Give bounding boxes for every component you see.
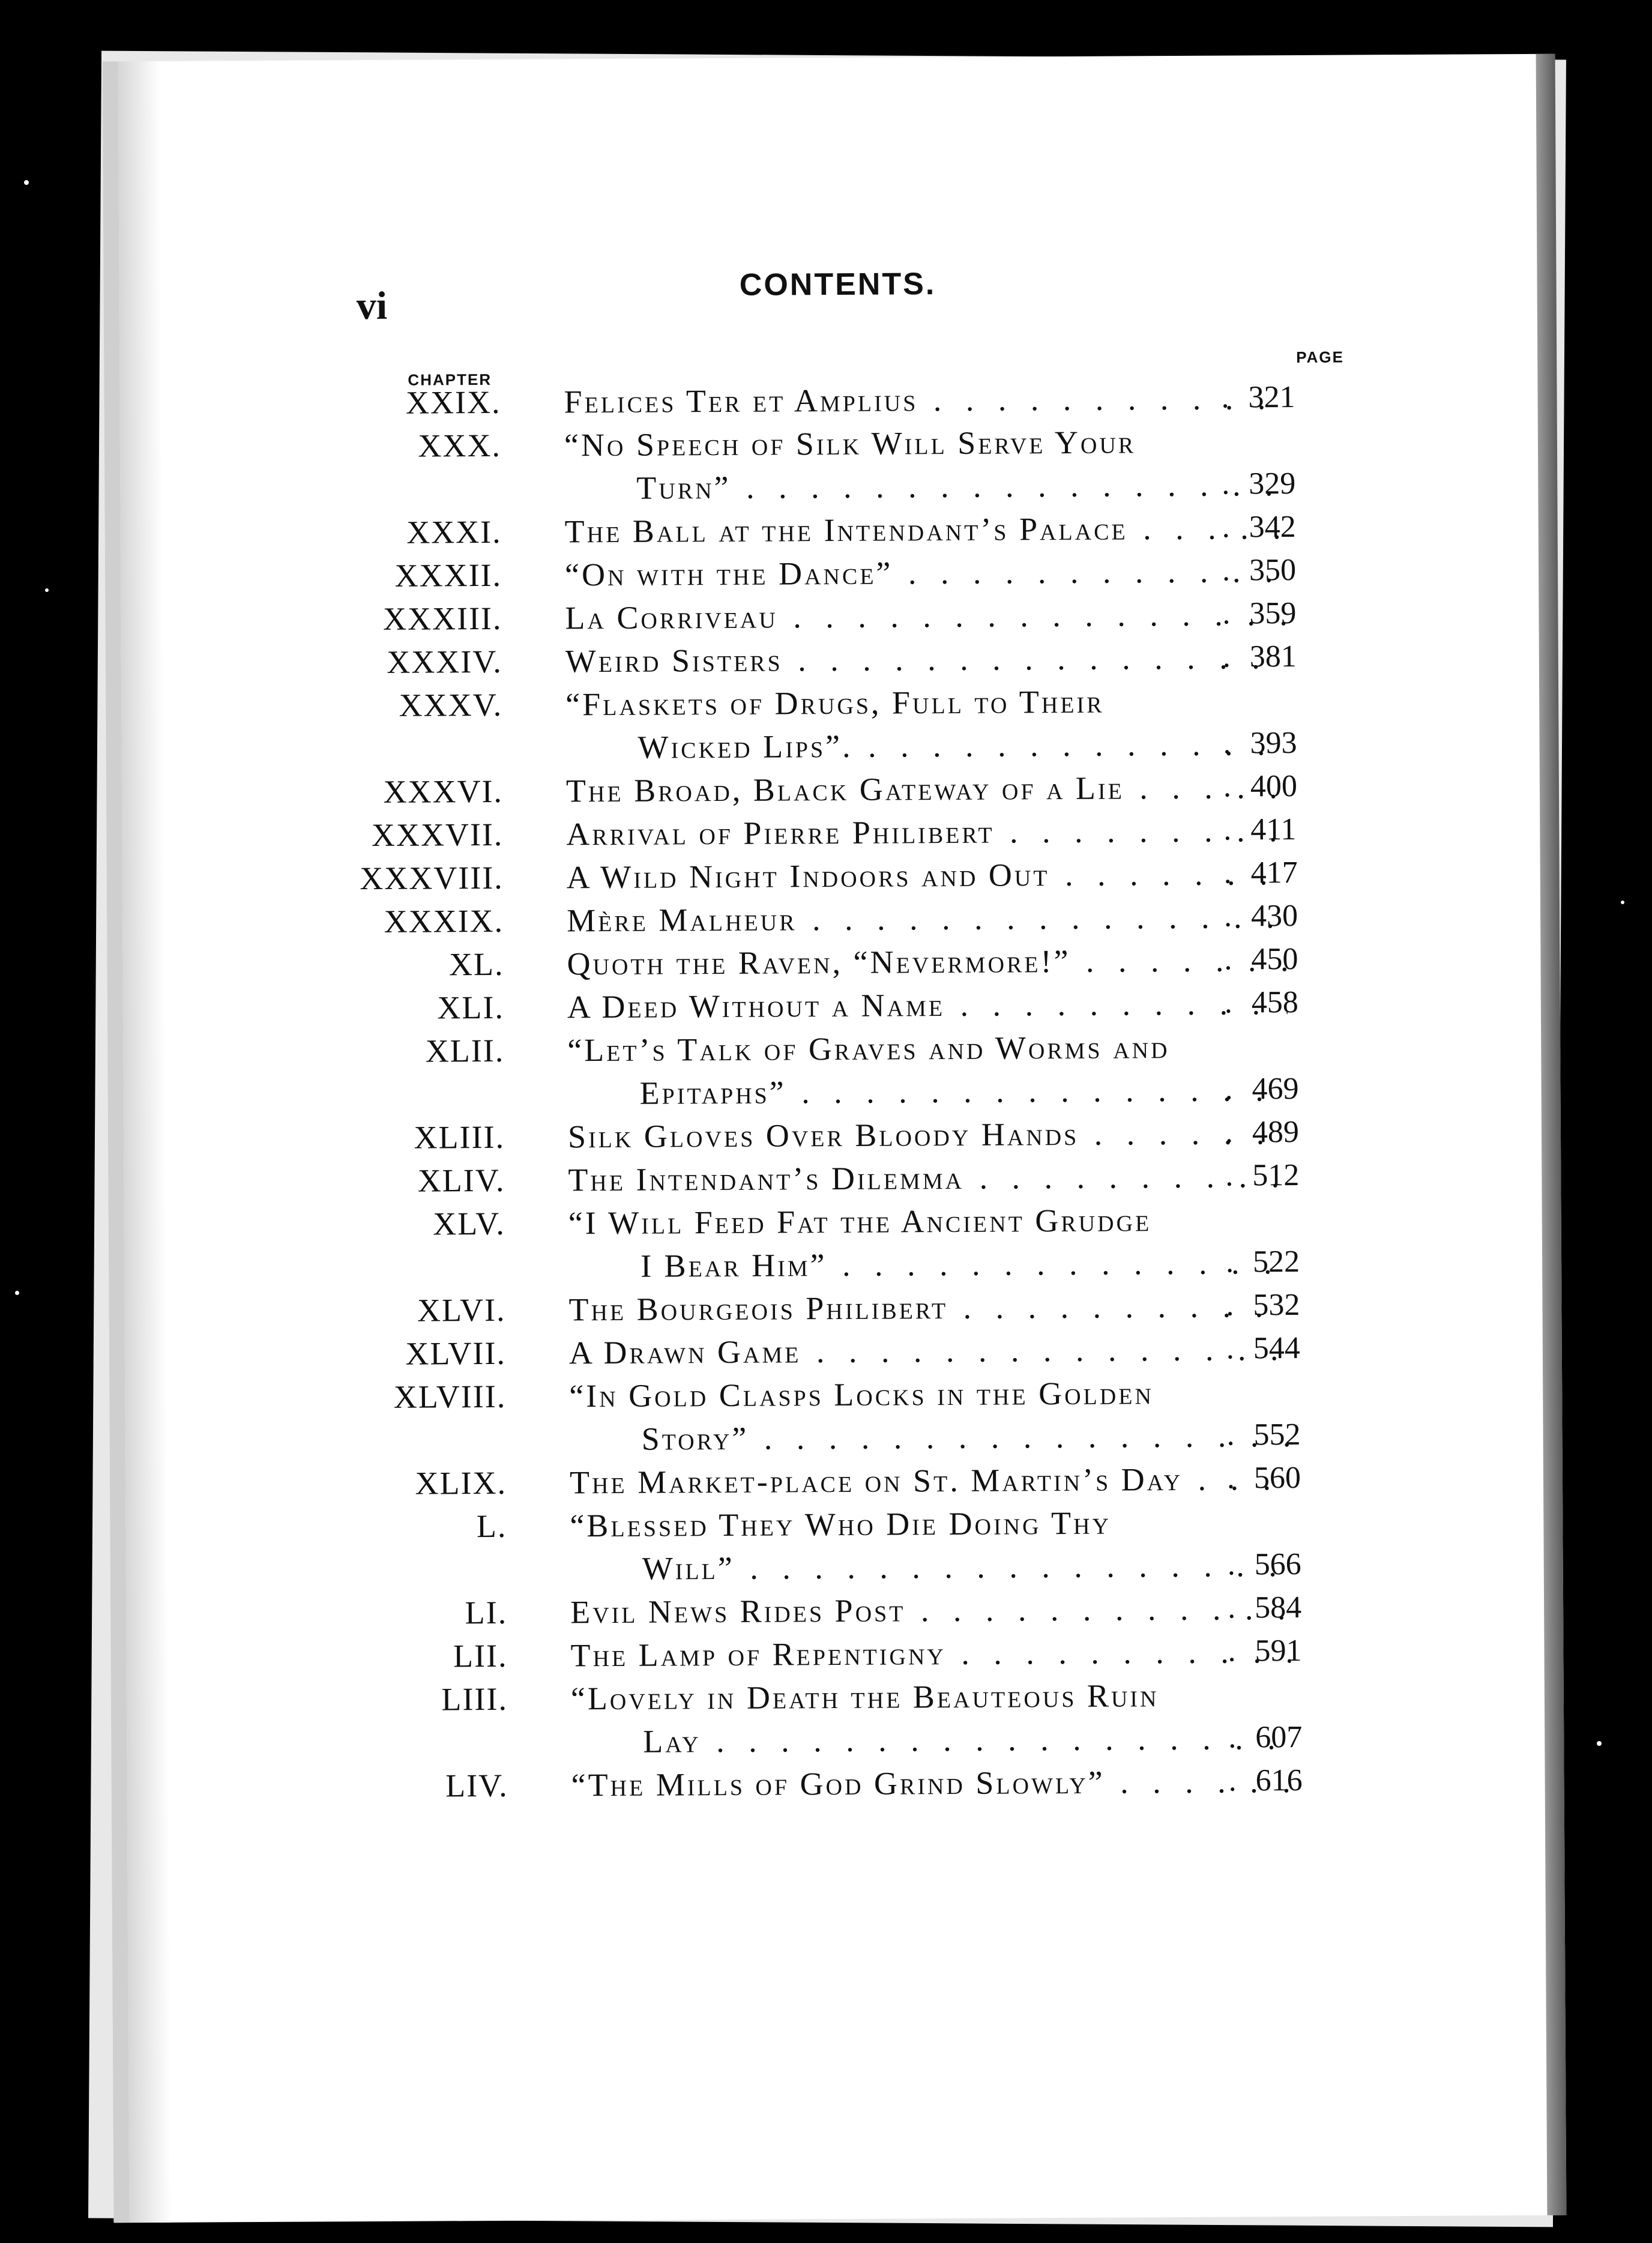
chapter-title	[570, 1503, 1290, 1550]
page-number: . 489	[1252, 1114, 1336, 1150]
toc-line	[125, 1502, 1563, 1553]
toc-line	[122, 767, 1559, 818]
dot-leader	[731, 466, 1285, 512]
chapter-title-text: A Drawn Game	[568, 1333, 801, 1371]
chapter-title	[567, 985, 1288, 1031]
chapter-number: XXXI.	[406, 513, 502, 551]
chapter-title-text: “No Speech of Silk Will Serve Your	[564, 424, 1136, 463]
page-number: . 566	[1255, 1547, 1339, 1583]
page-number: . 552	[1253, 1417, 1337, 1453]
dot-leader	[786, 1071, 1288, 1117]
page-number: . 616	[1255, 1763, 1339, 1799]
toc-line	[122, 811, 1559, 862]
page-number: . 450	[1251, 941, 1335, 977]
chapter-title	[568, 1114, 1288, 1161]
chapter-title	[566, 768, 1286, 815]
chapter-number: XLIII.	[414, 1118, 505, 1156]
page-number: . 400	[1250, 768, 1334, 805]
running-head	[119, 205, 1557, 333]
toc-line	[126, 1545, 1563, 1596]
toc-line	[124, 1156, 1561, 1207]
chapter-title-text: Quoth the Raven, “Nevermore!”	[567, 943, 1071, 982]
chapter-title	[565, 682, 1286, 729]
page-number: . 591	[1255, 1633, 1339, 1669]
chapter-title	[636, 466, 1285, 513]
dot-leader	[994, 812, 1286, 857]
chapter-title	[568, 1287, 1289, 1334]
toc-line	[122, 897, 1560, 948]
chapter-title	[565, 552, 1285, 599]
chapter-number: XLIX.	[415, 1464, 507, 1502]
dot-leader	[964, 1158, 1289, 1203]
page-number: . 321	[1248, 379, 1332, 415]
toc-line	[124, 1113, 1561, 1164]
page-column-heading: PAGE	[1296, 348, 1345, 366]
toc-line	[120, 421, 1557, 472]
chapter-title	[639, 1071, 1288, 1118]
page-number: . 607	[1255, 1719, 1339, 1755]
chapter-title-text: Will”	[642, 1550, 735, 1587]
dot-leader	[797, 898, 1287, 944]
toc-line	[119, 378, 1557, 429]
chapter-title-text: The Market-place on St. Martin’s Day	[569, 1461, 1183, 1501]
chapter-title-text: “Blessed They Who Die Doing Thy	[570, 1505, 1112, 1544]
chapter-number: XXXVIII.	[360, 859, 504, 897]
toc-line	[121, 724, 1558, 775]
toc-line	[125, 1459, 1563, 1510]
chapter-column-heading: CHAPTER	[408, 370, 492, 389]
chapter-title	[567, 855, 1287, 902]
chapter-number: XXIX.	[405, 384, 501, 421]
chapter-title-text: The Lamp of Repentigny	[570, 1635, 946, 1674]
chapter-title	[571, 1763, 1291, 1810]
chapter-title-text: The Broad, Black Gateway of a Lie	[565, 770, 1124, 809]
chapter-title	[568, 1158, 1288, 1204]
chapter-title-text: A Wild Night Indoors and Out	[566, 857, 1050, 896]
toc-line	[121, 551, 1558, 602]
chapter-title	[568, 1201, 1289, 1248]
scan-speck	[1621, 901, 1624, 904]
chapter-number: L.	[476, 1508, 507, 1545]
chapter-title-text: Lay	[643, 1723, 701, 1760]
toc-line	[123, 1027, 1560, 1078]
toc-line	[124, 1286, 1561, 1337]
chapter-title-text: Silk Gloves Over Bloody Hands	[567, 1115, 1079, 1155]
toc-line	[123, 983, 1560, 1034]
toc-line	[123, 1070, 1560, 1121]
chapter-title-text: Weird Sisters	[565, 642, 783, 680]
scan-speck	[1597, 1741, 1602, 1746]
chapter-title-text: “Flaskets of Drugs, Full to Their	[565, 683, 1105, 723]
scan-speck	[15, 1291, 19, 1295]
chapter-title-text: “Lovely in Death the Beauteous Ruin	[570, 1677, 1159, 1717]
chapter-title	[569, 1374, 1289, 1420]
dot-leader	[801, 1330, 1289, 1376]
page-number: . 458	[1252, 985, 1336, 1021]
dot-leader	[778, 596, 1286, 641]
toc-line	[121, 594, 1558, 645]
page-title: CONTENTS.	[739, 267, 936, 303]
chapter-title	[564, 379, 1284, 426]
page-number: . 522	[1253, 1244, 1337, 1280]
chapter-number: XXXVII.	[371, 816, 504, 854]
chapter-number: XLVI.	[417, 1291, 506, 1329]
toc-line	[126, 1632, 1563, 1683]
page-number: . 393	[1250, 725, 1334, 761]
chapter-number: XXXIV.	[387, 643, 502, 680]
chapter-number: XXXIX.	[384, 902, 504, 940]
toc-line	[127, 1761, 1564, 1813]
chapter-title	[567, 1028, 1288, 1075]
chapter-title-text: Felices Ter et Amplius	[564, 382, 918, 420]
chapter-title	[571, 1676, 1291, 1723]
chapter-number: XXXIII.	[382, 600, 502, 637]
page-number: . 411	[1250, 812, 1334, 848]
toc-line	[121, 508, 1558, 559]
page-number: . 350	[1249, 552, 1333, 588]
chapter-title-text: I Bear Him”	[640, 1247, 827, 1284]
chapter-title	[565, 509, 1285, 556]
chapter-number: LII.	[453, 1637, 508, 1674]
chapter-title	[565, 596, 1285, 642]
toc-line	[126, 1589, 1563, 1640]
dot-leader	[735, 1547, 1291, 1593]
chapter-number: XLII.	[425, 1032, 505, 1069]
toc-line	[125, 1329, 1562, 1380]
dot-leader	[749, 1417, 1290, 1463]
toc-line	[127, 1718, 1564, 1769]
chapter-title	[641, 1417, 1289, 1464]
chapter-title-text: Story”	[641, 1420, 749, 1457]
chapter-title-text: “The Mills of God Grind Slowly”	[571, 1764, 1105, 1804]
chapter-number: LIV.	[445, 1767, 508, 1804]
chapter-title	[643, 1719, 1291, 1766]
chapter-title	[638, 725, 1286, 772]
page-number: . 512	[1252, 1158, 1336, 1194]
page-number: . 342	[1249, 509, 1333, 545]
chapter-title-text: “I Will Feed Fat the Ancient Grudge	[568, 1202, 1152, 1242]
chapter-title-text: Arrival of Pierre Philibert	[566, 814, 995, 853]
chapter-title	[570, 1460, 1290, 1507]
page-number: . 469	[1252, 1071, 1336, 1107]
toc-line	[122, 854, 1560, 905]
chapter-title-text: Epitaphs”	[639, 1074, 786, 1111]
toc-line	[120, 465, 1557, 516]
toc-line	[121, 681, 1558, 732]
page-number: . 544	[1253, 1330, 1337, 1366]
chapter-title-text: A Deed Without a Name	[567, 987, 945, 1025]
dot-leader	[918, 379, 1285, 424]
toc-line	[121, 638, 1558, 689]
page-number: . 584	[1255, 1590, 1339, 1626]
page-numeral: vi	[356, 283, 388, 328]
chapter-title-text: “In Gold Clasps Locks in the Golden	[569, 1375, 1154, 1414]
chapter-number: XLVII.	[405, 1335, 507, 1372]
chapter-number: XLV.	[433, 1205, 505, 1242]
chapter-number: XXXV.	[399, 686, 503, 723]
chapter-title-text: The Ball at the Intendant’s Palace	[564, 510, 1128, 550]
chapter-number: XXX.	[418, 427, 502, 464]
chapter-title-text: Wicked Lips”.	[638, 728, 853, 765]
chapter-number: XLIV.	[417, 1162, 505, 1199]
chapter-title-text: Mère Malheur	[566, 901, 797, 939]
toc-line	[124, 1200, 1561, 1251]
chapter-title	[570, 1590, 1291, 1637]
table-of-contents	[119, 378, 1564, 1813]
page-number: . 560	[1254, 1460, 1338, 1496]
dot-leader	[948, 1287, 1289, 1332]
chapter-title-text: Turn”	[636, 469, 731, 506]
chapter-title	[570, 1633, 1291, 1680]
dot-leader	[946, 1633, 1291, 1678]
page-number: . 417	[1251, 855, 1335, 891]
chapter-title-text: Evil News Rides Post	[570, 1592, 906, 1631]
chapter-title	[565, 639, 1286, 686]
page-number: . 430	[1251, 898, 1335, 934]
chapter-title	[642, 1547, 1291, 1593]
chapter-number: LIII.	[441, 1680, 508, 1718]
chapter-number: XXXVI.	[383, 773, 504, 810]
dot-leader	[827, 1244, 1289, 1290]
chapter-number: XLVIII.	[393, 1378, 507, 1415]
toc-line	[125, 1416, 1562, 1467]
book-page	[103, 54, 1567, 2223]
chapter-title	[566, 812, 1286, 859]
page-number: . 329	[1249, 466, 1333, 502]
dot-leader	[852, 725, 1286, 771]
page-number: . 532	[1253, 1287, 1337, 1323]
toc-line	[124, 1243, 1561, 1294]
chapter-number: XL.	[448, 946, 504, 983]
chapter-number: LI.	[465, 1594, 508, 1631]
chapter-title-text: “Let’s Talk of Graves and Worms and	[567, 1029, 1170, 1069]
chapter-title-text: La Corriveau	[565, 599, 778, 636]
chapter-title	[569, 1330, 1289, 1377]
chapter-title	[567, 898, 1287, 945]
toc-line	[122, 940, 1560, 991]
dot-leader	[701, 1719, 1291, 1766]
chapter-title	[567, 941, 1287, 988]
page-number: . 381	[1250, 639, 1334, 675]
dot-leader	[945, 985, 1288, 1030]
chapter-title-text: “On with the Dance”	[564, 555, 893, 593]
chapter-title	[641, 1244, 1289, 1291]
chapter-number: XXXII.	[394, 557, 502, 594]
chapter-number: XLI.	[437, 989, 505, 1026]
toc-line	[125, 1372, 1562, 1423]
toc-line	[127, 1675, 1564, 1726]
scan-speck	[45, 588, 49, 592]
chapter-title-text: The Intendant’s Dilemma	[568, 1159, 965, 1198]
scan-speck	[24, 180, 29, 185]
dot-leader	[783, 639, 1286, 684]
chapter-title-text: The Bourgeois Philibert	[568, 1290, 948, 1328]
chapter-title	[564, 423, 1285, 469]
page-number: . 359	[1249, 596, 1333, 632]
